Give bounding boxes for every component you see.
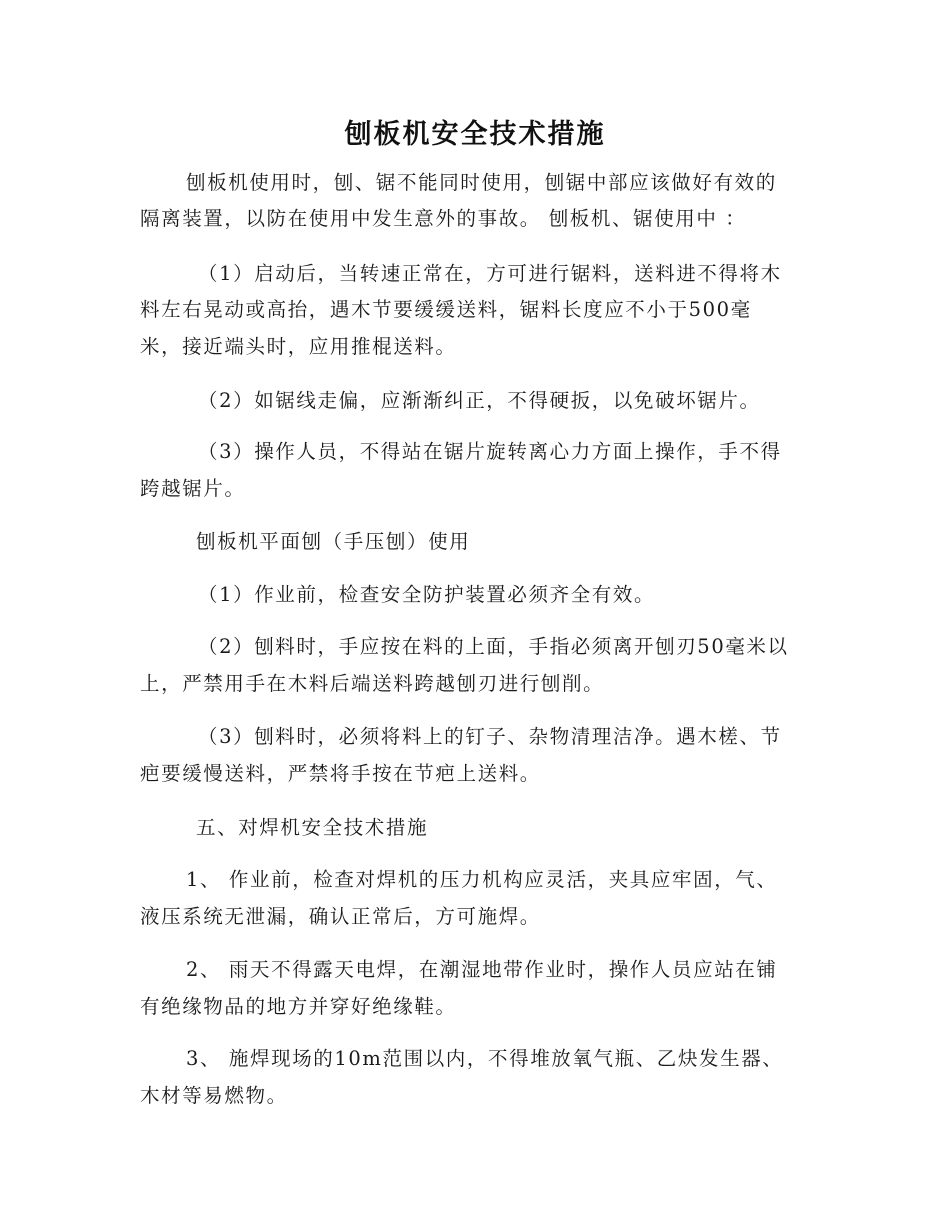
- paragraph-line: （3）操作人员，不得站在锯片旋转离心力方面上操作，手不得: [198, 440, 782, 463]
- section-heading: 刨板机平面刨（手压刨）使用: [196, 530, 471, 553]
- paragraph-line: （1）作业前，检查安全防护装置必须齐全有效。: [198, 583, 656, 606]
- paragraph-line: （2）刨料时，手应按在料的上面，手指必须离开刨刃50毫米以: [198, 635, 789, 658]
- paragraph-line: 液压系统无泄漏，确认正常后，方可施焊。: [140, 905, 541, 928]
- paragraph-line: （1）启动后，当转速正常在，方可进行锯料，送料进不得将木: [198, 262, 782, 285]
- section-heading: 五、对焊机安全技术措施: [196, 816, 429, 839]
- document-title: 刨板机安全技术措施: [344, 119, 606, 150]
- paragraph-line: 上，严禁用手在木料后端送料跨越刨刃进行刨削。: [140, 672, 605, 695]
- paragraph-line: 跨越锯片。: [140, 477, 246, 500]
- paragraph-line: 刨板机使用时，刨、锯不能同时使用，刨锯中部应该做好有效的: [186, 171, 777, 194]
- paragraph-line: 1、 作业前，检查对焊机的压力机构应灵活，夹具应牢固，气、: [186, 868, 778, 891]
- paragraph-line: 木材等易燃物。: [140, 1084, 288, 1107]
- paragraph-line: 米，接近端头时，应用推棍送料。: [140, 335, 457, 358]
- paragraph-line: （2）如锯线走偏，应渐渐纠正，不得硬扳，以免破坏锯片。: [198, 389, 761, 412]
- paragraph-line: 2、 雨天不得露天电焊，在潮湿地带作业时，操作人员应站在铺: [186, 958, 778, 981]
- paragraph-line: 有绝缘物品的地方并穿好绝缘鞋。: [140, 995, 457, 1018]
- paragraph-line: 隔离装置，以防在使用中发生意外的事故。 刨板机、锯使用中 ：: [140, 207, 747, 230]
- paragraph-line: （3）刨料时，必须将料上的钉子、杂物清理洁净。遇木槎、节: [198, 725, 782, 748]
- paragraph-line: 疤要缓慢送料，严禁将手按在节疤上送料。: [140, 762, 541, 785]
- paragraph-line: 3、 施焊现场的10m范围以内，不得堆放氧气瓶、乙炔发生器、: [186, 1047, 784, 1070]
- paragraph-line: 料左右晃动或高抬，遇木节要缓缓送料，锯料长度应不小于500毫: [140, 298, 752, 321]
